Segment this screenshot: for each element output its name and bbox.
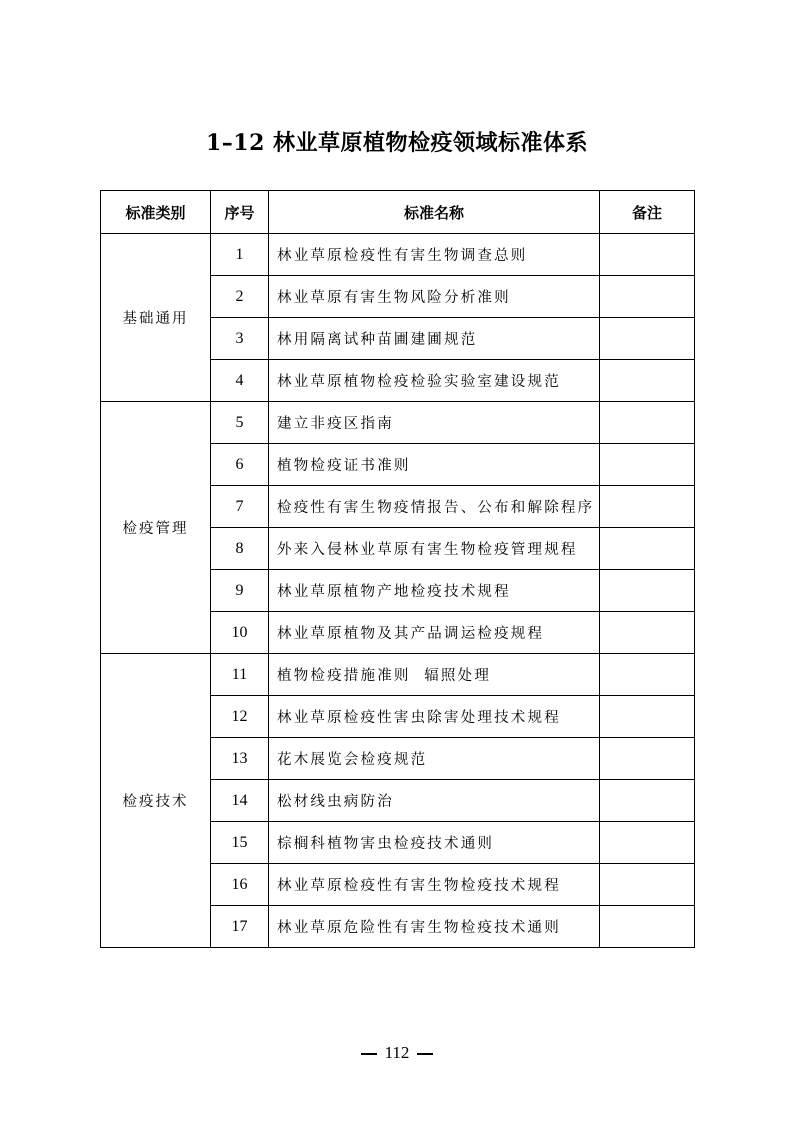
remark-cell	[600, 444, 695, 486]
row-number: 10	[211, 612, 269, 654]
remark-cell	[600, 570, 695, 612]
row-number: 9	[211, 570, 269, 612]
row-number: 14	[211, 780, 269, 822]
row-number: 6	[211, 444, 269, 486]
table-header-row	[101, 191, 695, 234]
standard-name: 林业草原危险性有害生物检疫技术通则	[269, 906, 600, 948]
standard-name: 林业草原检疫性有害生物检疫技术规程	[269, 864, 600, 906]
standard-name: 植物检疫措施准则 辐照处理	[269, 654, 600, 696]
remark-cell	[600, 906, 695, 948]
standard-name: 松材线虫病防治	[269, 780, 600, 822]
row-number: 4	[211, 360, 269, 402]
standard-name: 林用隔离试种苗圃建圃规范	[269, 318, 600, 360]
standard-name: 林业草原有害生物风险分析准则	[269, 276, 600, 318]
row-number: 5	[211, 402, 269, 444]
standard-name: 花木展览会检疫规范	[269, 738, 600, 780]
remark-cell	[600, 612, 695, 654]
footer-dash-right	[417, 1053, 433, 1055]
page-title: 1–12 林业草原植物检疫领域标准体系	[205, 130, 589, 156]
table-row	[101, 234, 695, 276]
standard-name: 检疫性有害生物疫情报告、公布和解除程序	[269, 486, 600, 528]
remark-cell	[600, 738, 695, 780]
row-number: 15	[211, 822, 269, 864]
remark-cell	[600, 276, 695, 318]
remark-cell	[600, 780, 695, 822]
page-footer	[0, 1043, 794, 1063]
remark-cell	[600, 402, 695, 444]
remark-cell	[600, 822, 695, 864]
remark-cell	[600, 864, 695, 906]
remark-cell	[600, 234, 695, 276]
row-number: 11	[211, 654, 269, 696]
row-number: 17	[211, 906, 269, 948]
remark-cell	[600, 318, 695, 360]
standard-name: 林业草原植物及其产品调运检疫规程	[269, 612, 600, 654]
header-name: 标准名称	[269, 191, 600, 234]
row-number: 13	[211, 738, 269, 780]
table-row	[101, 402, 695, 444]
standard-name: 外来入侵林业草原有害生物检疫管理规程	[269, 528, 600, 570]
row-number: 3	[211, 318, 269, 360]
standard-name: 林业草原植物产地检疫技术规程	[269, 570, 600, 612]
standard-name: 林业草原检疫性有害生物调查总则	[269, 234, 600, 276]
header-remark: 备注	[600, 191, 695, 234]
standard-name: 棕榈科植物害虫检疫技术通则	[269, 822, 600, 864]
page-number: 112	[384, 1043, 410, 1062]
row-number: 7	[211, 486, 269, 528]
footer-dash-left	[361, 1053, 377, 1055]
category-cell: 基础通用	[101, 234, 211, 402]
standard-name: 林业草原植物检疫检验实验室建设规范	[269, 360, 600, 402]
standards-table	[100, 190, 695, 948]
category-cell: 检疫管理	[101, 402, 211, 654]
remark-cell	[600, 696, 695, 738]
row-number: 2	[211, 276, 269, 318]
standard-name: 植物检疫证书准则	[269, 444, 600, 486]
standard-name: 林业草原检疫性害虫除害处理技术规程	[269, 696, 600, 738]
row-number: 8	[211, 528, 269, 570]
standard-name: 建立非疫区指南	[269, 402, 600, 444]
remark-cell	[600, 486, 695, 528]
remark-cell	[600, 528, 695, 570]
remark-cell	[600, 360, 695, 402]
table-row	[101, 654, 695, 696]
header-number: 序号	[211, 191, 269, 234]
header-category: 标准类别	[101, 191, 211, 234]
row-number: 1	[211, 234, 269, 276]
remark-cell	[600, 654, 695, 696]
category-cell: 检疫技术	[101, 654, 211, 948]
row-number: 16	[211, 864, 269, 906]
row-number: 12	[211, 696, 269, 738]
